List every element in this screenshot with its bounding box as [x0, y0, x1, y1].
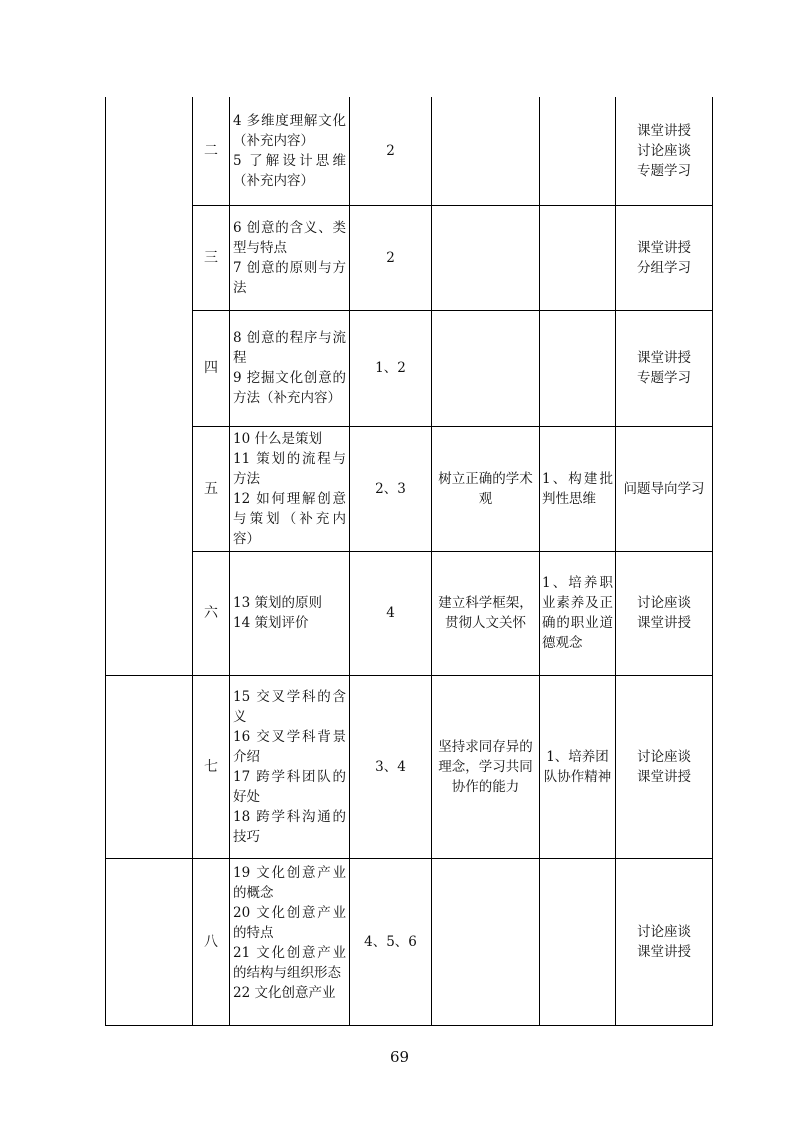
topic-item: 18 跨学科沟通的技巧	[233, 808, 346, 845]
chapter-cell: 4	[350, 551, 432, 675]
topic-item: 12 如何理解创意与策划（补充内容）	[233, 490, 346, 547]
topic-item: 14 策划评价	[233, 615, 309, 631]
method-cell	[616, 675, 713, 858]
ideology-cell	[432, 97, 540, 205]
topic-cell	[230, 205, 350, 310]
topic-item: 8 创意的程序与流程	[233, 330, 346, 366]
topic-cell	[230, 426, 350, 551]
chapter-cell: 2、3	[350, 426, 432, 551]
ideology-cell: 建立科学框架，贯彻人文关怀	[432, 551, 540, 675]
table-row	[106, 551, 713, 675]
topic-cell	[230, 858, 350, 1025]
outer-cell	[106, 858, 193, 1025]
chapter-cell: 4、5、6	[350, 858, 432, 1025]
table-row	[106, 426, 713, 551]
topic-item: 9 挖掘文化创意的方法（补充内容）	[233, 370, 346, 406]
course-schedule-table	[105, 97, 713, 1026]
topic-item: 16 交叉学科背景介绍	[233, 728, 346, 765]
method-cell	[616, 426, 713, 551]
outer-cell	[106, 97, 193, 675]
ideology-cell	[432, 858, 540, 1025]
topic-item: 22 文化创意产业	[233, 984, 336, 1001]
method-cell	[616, 858, 713, 1025]
goal-cell: 1、培养职业素养及正确的职业道德观念	[540, 551, 616, 675]
method-item: 讨论座谈	[637, 923, 691, 940]
ideology-cell: 坚持求同存异的理念，学习共同协作的能力	[432, 675, 540, 858]
week-cell: 八	[193, 858, 230, 1025]
table-row	[106, 310, 713, 426]
ideology-cell: 树立正确的学术观	[432, 426, 540, 551]
method-item: 专题学习	[637, 162, 691, 179]
method-item: 课堂讲授	[637, 615, 691, 631]
chapter-cell: 2	[350, 205, 432, 310]
topic-item: 17 跨学科团队的好处	[233, 768, 346, 805]
method-item: 讨论座谈	[637, 595, 691, 611]
method-item: 课堂讲授	[637, 239, 691, 256]
topic-item: 13 策划的原则	[233, 595, 322, 611]
topic-item: 11 策划的流程与方法	[233, 450, 346, 487]
topic-item: 6 创意的含义、类型与特点	[233, 219, 346, 256]
method-cell	[616, 205, 713, 310]
topic-item: 15 交叉学科的含义	[233, 688, 346, 725]
topic-item: 10 什么是策划	[233, 430, 322, 447]
method-item: 课堂讲授	[637, 350, 691, 366]
topic-item: 21 文化创意产业的结构与组织形态	[233, 944, 346, 981]
goal-cell	[540, 858, 616, 1025]
page-number: 69	[389, 1048, 410, 1066]
method-cell	[616, 551, 713, 675]
goal-cell	[540, 97, 616, 205]
topic-item: 5 了解设计思维（补充内容）	[233, 152, 346, 189]
method-item: 课堂讲授	[637, 768, 691, 785]
outer-cell	[106, 675, 193, 858]
week-cell: 七	[193, 675, 230, 858]
topic-item: 4 多维度理解文化（补充内容）	[233, 112, 346, 149]
ideology-cell	[432, 310, 540, 426]
goal-cell: 1、培养团队协作精神	[540, 675, 616, 858]
method-item: 课堂讲授	[637, 943, 691, 960]
chapter-cell: 1、2	[350, 310, 432, 426]
week-cell: 六	[193, 551, 230, 675]
method-item: 课堂讲授	[637, 122, 691, 139]
goal-cell	[540, 310, 616, 426]
method-item: 问题导向学习	[623, 480, 705, 497]
goal-cell: 1、构建批判性思维	[540, 426, 616, 551]
week-cell: 三	[193, 205, 230, 310]
topic-item: 20 文化创意产业的特点	[233, 904, 346, 941]
chapter-cell: 2	[350, 97, 432, 205]
method-item: 分组学习	[637, 259, 691, 276]
chapter-cell: 3、4	[350, 675, 432, 858]
method-item: 讨论座谈	[637, 142, 691, 159]
topic-cell	[230, 675, 350, 858]
method-item: 专题学习	[637, 370, 691, 386]
ideology-cell	[432, 205, 540, 310]
method-cell	[616, 310, 713, 426]
topic-cell	[230, 551, 350, 675]
week-cell: 五	[193, 426, 230, 551]
table-row	[106, 675, 713, 858]
topic-cell	[230, 97, 350, 205]
table-row	[106, 205, 713, 310]
table-row	[106, 858, 713, 1025]
topic-item: 7 创意的原则与方法	[233, 259, 346, 296]
topic-cell	[230, 310, 350, 426]
goal-cell	[540, 205, 616, 310]
method-item: 讨论座谈	[637, 748, 691, 765]
topic-item: 19 文化创意产业的概念	[233, 864, 346, 901]
week-cell: 四	[193, 310, 230, 426]
method-cell	[616, 97, 713, 205]
table-row	[106, 97, 713, 205]
week-cell: 二	[193, 97, 230, 205]
